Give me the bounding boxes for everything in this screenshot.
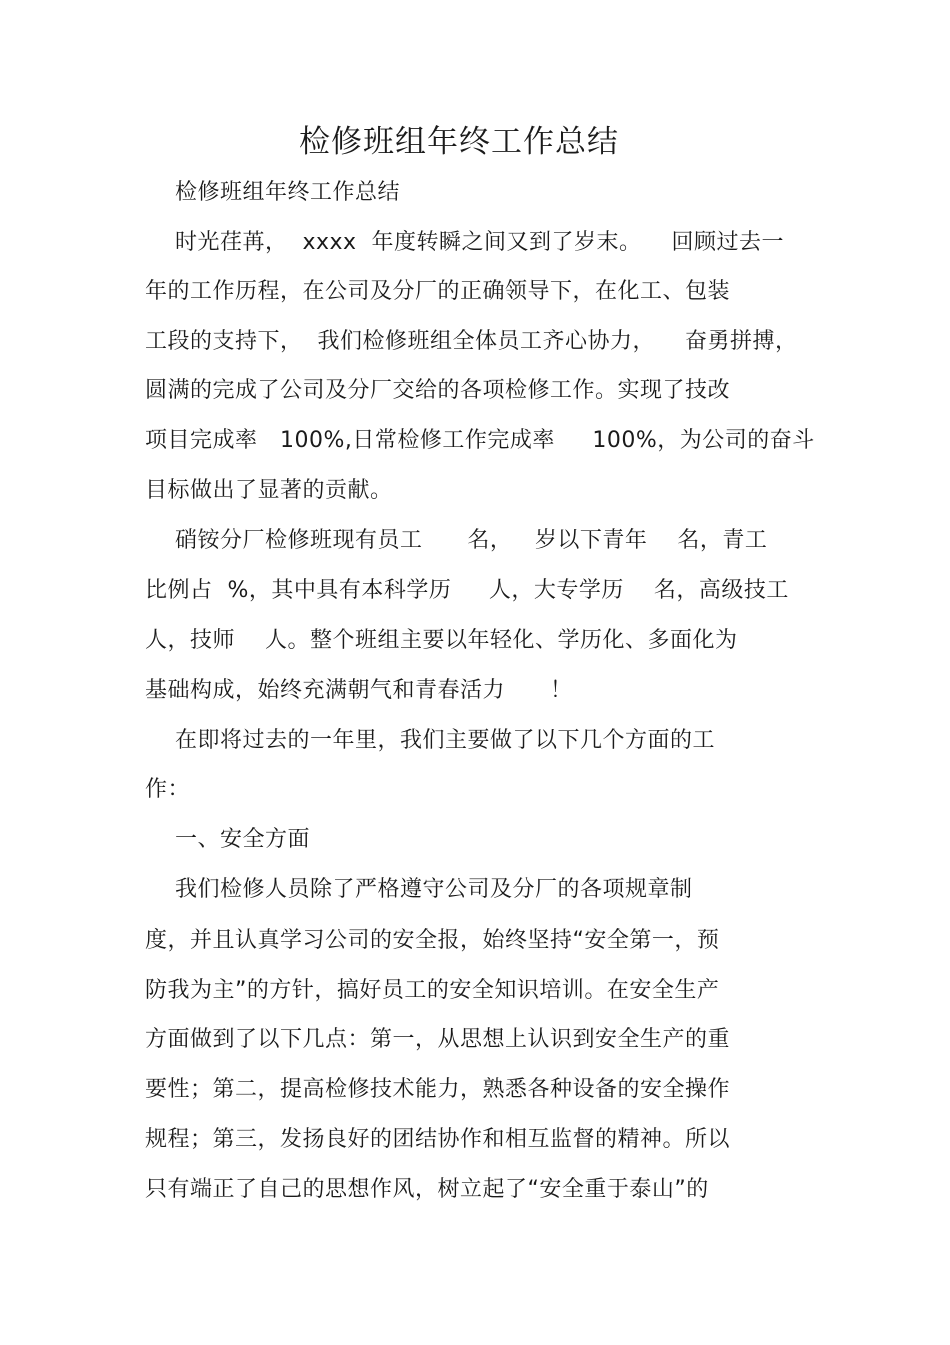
text-line: 年的工作历程，在公司及分厂的正确领导下，在化工、包装 — [145, 279, 731, 304]
text-line: 圆满的完成了公司及分厂交给的各项检修工作。实现了技改 — [145, 378, 731, 403]
text-line: 比例占 %，其中具有本科学历 人，大专学历 名，高级技工 — [145, 578, 789, 603]
text-line: 工段的支持下， 我们检修班组全体员工齐心协力， 奋勇拼搏， — [145, 329, 798, 354]
text-line: 方面做到了以下几点：第一，从思想上认识到安全生产的重 — [145, 1027, 731, 1052]
text-line: 基础构成，始终充满朝气和青春活力 ！ — [145, 678, 573, 703]
text-line: 防我为主”的方针，搞好员工的安全知识培训。在安全生产 — [145, 978, 720, 1003]
text-line: 时光荏苒， xxxx 年度转瞬之间又到了岁末。 回顾过去一 — [145, 230, 784, 255]
page-title: 检修班组年终工作总结 — [299, 124, 619, 160]
text-line: 项目完成率 100%,日常检修工作完成率 100%，为公司的奋斗 — [145, 428, 815, 453]
text-line: 度，并且认真学习公司的安全报，始终坚持“安全第一，预 — [145, 928, 720, 953]
text-line: 要性；第二，提高检修技术能力，熟悉各种设备的安全操作 — [145, 1077, 731, 1102]
text-line: 规程；第三，发扬良好的团结协作和相互监督的精神。所以 — [145, 1127, 731, 1152]
section-heading: 一、安全方面 — [145, 827, 310, 852]
text-line: 我们检修人员除了严格遵守公司及分厂的各项规章制 — [145, 877, 693, 902]
text-line: 人，技师 人。整个班组主要以年轻化、学历化、多面化为 — [145, 628, 738, 653]
text-line: 硝铵分厂检修班现有员工 名， 岁以下青年 名，青工 — [145, 528, 768, 553]
text-line: 目标做出了显著的贡献。 — [145, 478, 393, 503]
text-line: 检修班组年终工作总结 — [145, 180, 400, 205]
text-line: 在即将过去的一年里，我们主要做了以下几个方面的工 — [145, 728, 715, 753]
text-line: 作： — [145, 777, 191, 802]
text-line: 只有端正了自己的思想作风，树立起了“安全重于泰山”的 — [145, 1177, 709, 1202]
